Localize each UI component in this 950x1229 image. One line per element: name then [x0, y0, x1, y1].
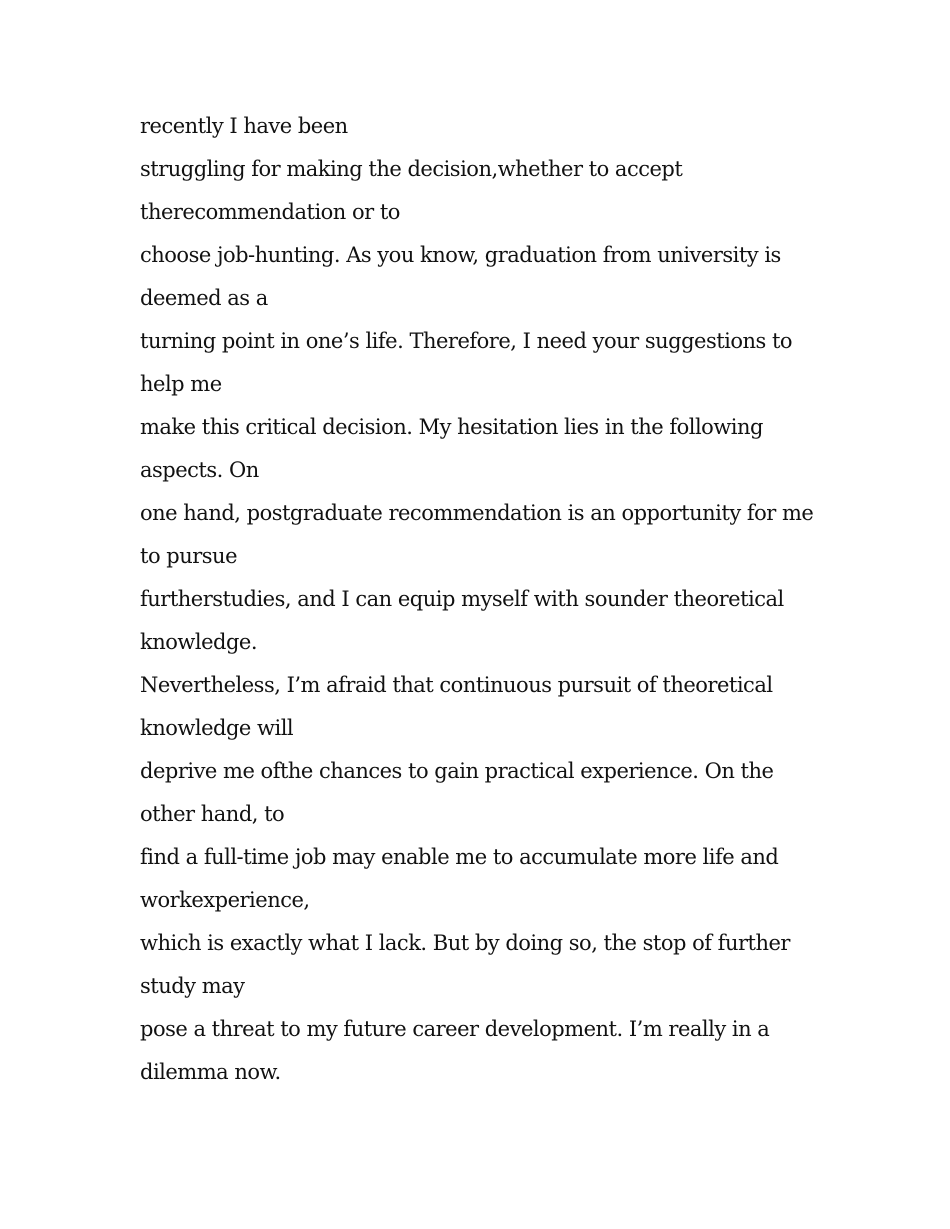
- text-line: which is exactly what I lack. But by doing so, the stop of further: [140, 931, 790, 955]
- text-line: dilemma now.: [140, 1060, 281, 1084]
- text-line: struggling for making the decision,whether to accept: [140, 157, 683, 181]
- text-line: deprive me ofthe chances to gain practical experience. On the: [140, 759, 774, 783]
- text-line: study may: [140, 974, 245, 998]
- text-line: make this critical decision. My hesitation lies in the following: [140, 415, 763, 439]
- text-line: knowledge.: [140, 630, 258, 654]
- text-line: aspects. On: [140, 458, 259, 482]
- text-line: therecommendation or to: [140, 200, 400, 224]
- text-line: to pursue: [140, 544, 237, 568]
- body-text: [140, 105, 830, 1094]
- text-line: Nevertheless, I’m afraid that continuous pursuit of theoretical: [140, 673, 773, 697]
- text-line: turning point in one’s life. Therefore, I need your suggestions to: [140, 329, 793, 353]
- text-line: workexperience,: [140, 888, 310, 912]
- text-line: knowledge will: [140, 716, 294, 740]
- text-line: deemed as a: [140, 286, 268, 310]
- text-line: one hand, postgraduate recommendation is an opportunity for me: [140, 501, 814, 525]
- text-line: help me: [140, 372, 222, 396]
- text-line: choose job-hunting. As you know, graduation from university is: [140, 243, 781, 267]
- text-line: furtherstudies, and I can equip myself with sounder theoretical: [140, 587, 784, 611]
- text-line: other hand, to: [140, 802, 285, 826]
- text-line: pose a threat to my future career development. I’m really in a: [140, 1017, 770, 1041]
- text-line: recently I have been: [140, 114, 348, 138]
- text-line: find a full-time job may enable me to accumulate more life and: [140, 845, 779, 869]
